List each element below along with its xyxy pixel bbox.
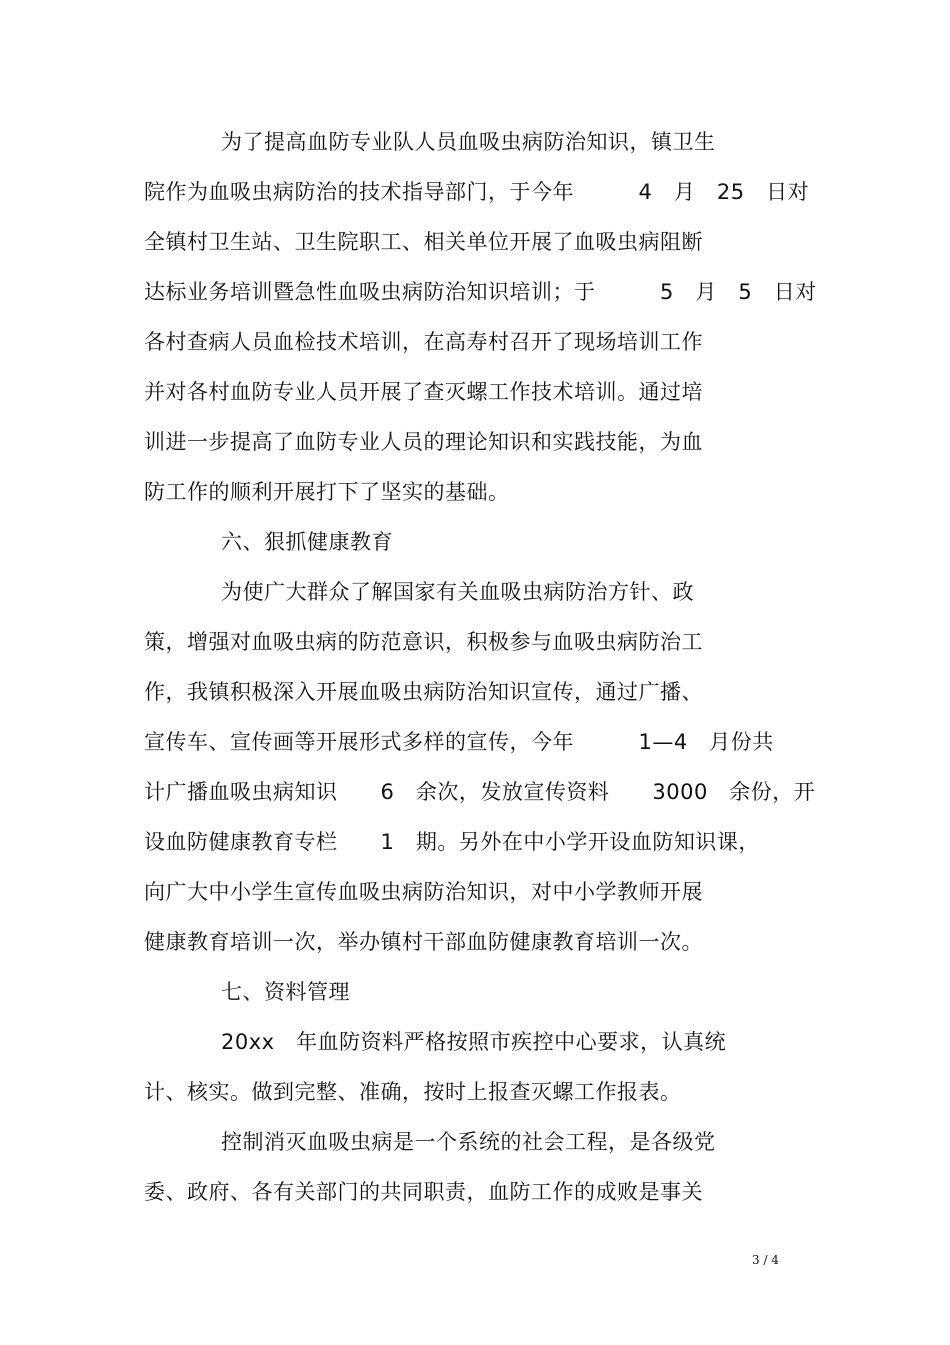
paragraph-line-16: 健康教育培训一次，举办镇村干部血防健康教育培训一次。 [144, 930, 703, 954]
paragraph-line-1: 为了提高血防专业队人员血吸虫病防治知识，镇卫生 [221, 130, 716, 154]
paragraph-line-5: 各村查病人员血检技术培训，在高寿村召开了现场培训工作 [144, 330, 703, 354]
paragraph-line-19: 控制消灭血吸虫病是一个系统的社会工程，是各级党 [221, 1130, 716, 1154]
paragraph-line-3: 全镇村卫生站、卫生院职工、相关单位开展了血吸虫病阻断 [144, 230, 703, 254]
page-number: 3 / 4 [752, 1253, 779, 1267]
paragraph-line-20: 委、政府、各有关部门的共同职责，血防工作的成败是事关 [144, 1180, 703, 1204]
section-heading-data-management: 七、资料管理 [221, 980, 350, 1004]
paragraph-line-11: 作，我镇积极深入开展血吸虫病防治知识宣传，通过广播、 [144, 680, 703, 704]
paragraph-line-9: 为使广大群众了解国家有关血吸虫病防治方针、政 [221, 580, 694, 604]
paragraph-line-8: 防工作的顺利开展打下了坚实的基础。 [144, 480, 510, 504]
paragraph-line-18: 计、核实。做到完整、准确，按时上报查灭螺工作报表。 [144, 1080, 682, 1104]
paragraph-line-6: 并对各村血防专业人员开展了查灭螺工作技术培训。通过培 [144, 380, 703, 404]
paragraph-line-12: 宣传车、宣传画等开展形式多样的宣传，今年 1—4 月份共 [144, 730, 774, 754]
paragraph-line-2: 院作为血吸虫病防治的技术指导部门，于今年 4 月 25 日对 [144, 180, 810, 204]
section-heading-health-education: 六、狠抓健康教育 [221, 530, 393, 554]
paragraph-line-15: 向广大中小学生宣传血吸虫病防治知识，对中小学教师开展 [144, 880, 703, 904]
paragraph-line-17: 20xx 年血防资料严格按照市疾控中心要求，认真统 [221, 1030, 727, 1054]
paragraph-line-13: 计广播血吸虫病知识 6 余次，发放宣传资料 3000 余份，开 [144, 780, 816, 804]
paragraph-line-10: 策，增强对血吸虫病的防范意识，积极参与血吸虫病防治工 [144, 630, 703, 654]
paragraph-line-4: 达标业务培训暨急性血吸虫病防治知识培训；于 5 月 5 日对 [144, 280, 817, 304]
paragraph-line-14: 设血防健康教育专栏 1 期。另外在中小学开设血防知识课， [144, 830, 760, 854]
paragraph-line-7: 训进一步提高了血防专业人员的理论知识和实践技能，为血 [144, 430, 703, 454]
